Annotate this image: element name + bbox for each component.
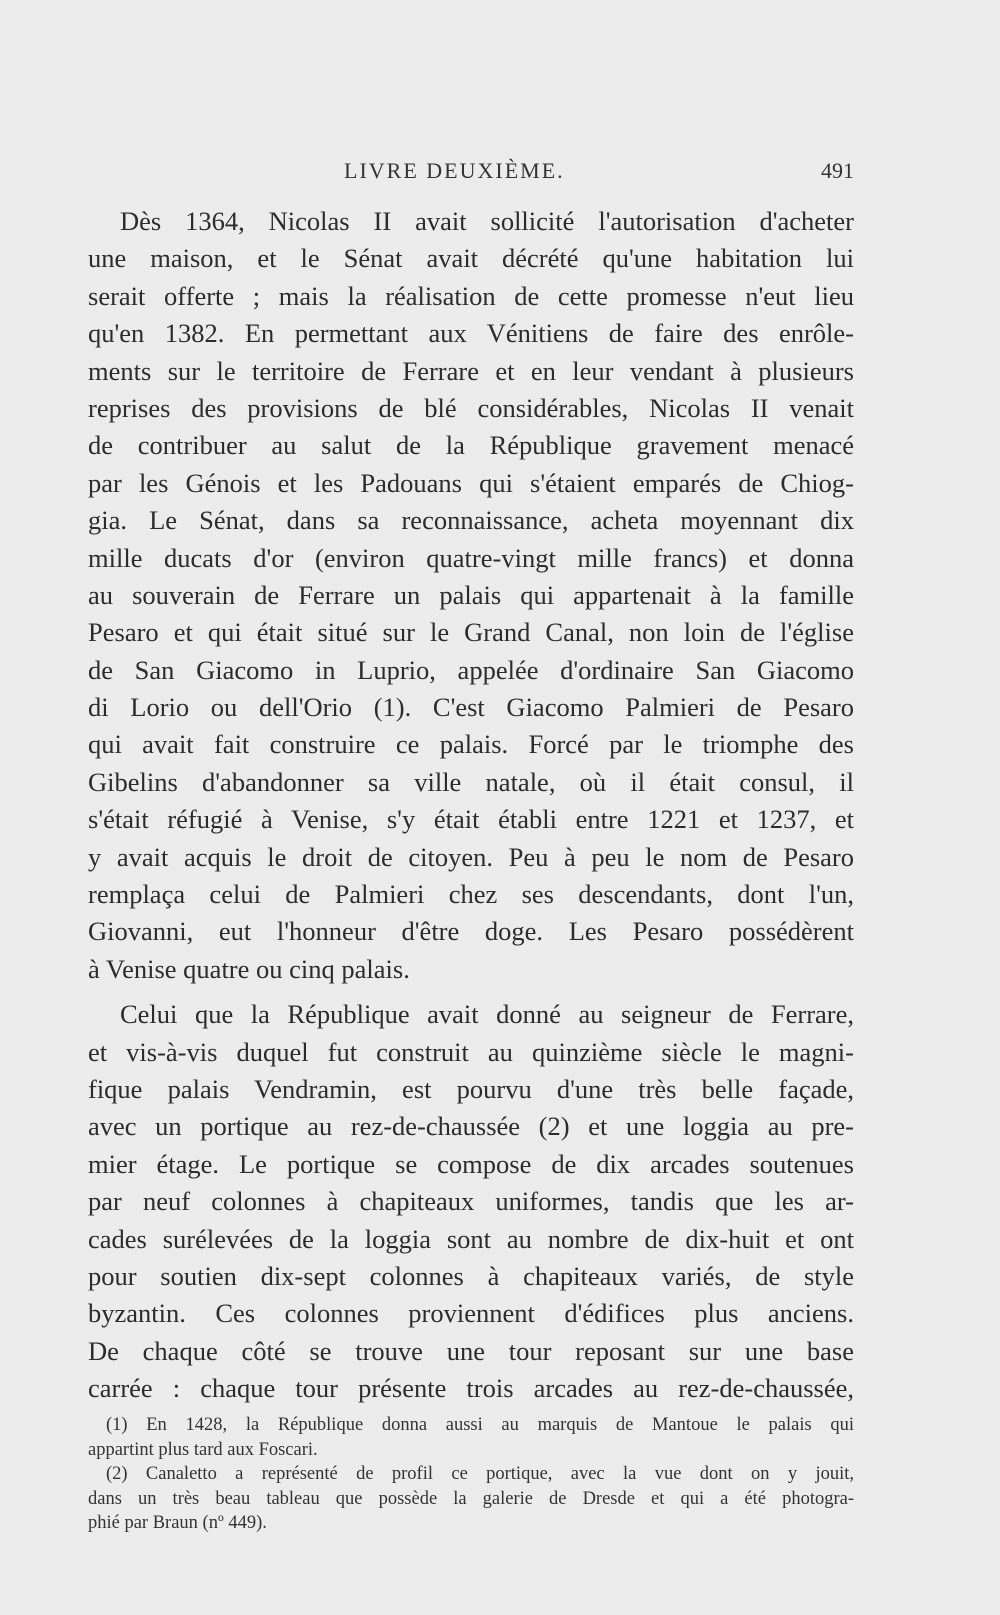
- text-line: s'était réfugié à Venise, s'y était établi entre 1221 et 1237, et: [88, 804, 854, 835]
- page-number: 491: [821, 158, 854, 183]
- text-line: cades surélevées de la loggia sont au nombre de dix-huit et ont: [88, 1223, 854, 1254]
- main-text: [88, 203, 854, 1408]
- text-line: Celui que la République avait donné au seigneur de Ferrare,: [120, 999, 854, 1030]
- text-line: Giovanni, eut l'honneur d'être doge. Les Pesaro possédèrent: [88, 916, 854, 947]
- text-line: de contribuer au salut de la République gravement menacé: [88, 430, 854, 461]
- text-line: qu'en 1382. En permettant aux Vénitiens de faire des enrôle-: [88, 318, 854, 349]
- text-line: pour soutien dix-sept colonnes à chapiteaux variés, de style: [88, 1260, 854, 1291]
- text-line: Pesaro et qui était situé sur le Grand Canal, non loin de l'église: [88, 617, 854, 648]
- text-line: au souverain de Ferrare un palais qui appartenait à la famille: [88, 579, 854, 610]
- text-line: Dès 1364, Nicolas II avait sollicité l'autorisation d'acheter: [120, 206, 854, 236]
- text-line: mier étage. Le portique se compose de dix arcades soutenues: [88, 1148, 854, 1179]
- text-line: Gibelins d'abandonner sa ville natale, où il était consul, il: [88, 766, 854, 797]
- text-line: De chaque côté se trouve une tour reposant sur une base: [88, 1335, 854, 1366]
- text-line: y avait acquis le droit de citoyen. Peu à peu le nom de Pesaro: [88, 841, 854, 872]
- text-line: par les Génois et les Padouans qui s'étaient emparés de Chiog-: [88, 467, 854, 498]
- text-line: et vis-à-vis duquel fut construit au quinzième siècle le magni-: [88, 1036, 854, 1067]
- footnote-line: dans un très beau tableau que possède la galerie de Dresde et qui a été photogra-: [88, 1488, 854, 1509]
- text-line: qui avait fait construire ce palais. Forcé par le triomphe des: [88, 729, 854, 760]
- paragraph-1: [88, 203, 854, 988]
- footnote-line: (2) Canaletto a représenté de profil ce portique, avec la vue dont on y jouit,: [106, 1464, 854, 1484]
- footnote-line: phié par Braun (nº 449).: [88, 1513, 267, 1533]
- text-line: une maison, et le Sénat avait décrété qu'une habitation lui: [88, 243, 854, 274]
- running-head: LIVRE DEUXIÈME.: [344, 158, 565, 183]
- text-line: par neuf colonnes à chapiteaux uniformes, tandis que les ar-: [88, 1186, 854, 1217]
- text-line: ments sur le territoire de Ferrare et en leur vendant à plusieurs: [88, 355, 854, 386]
- text-line: mille ducats d'or (environ quatre-vingt mille francs) et donna: [88, 542, 854, 573]
- text-line: gia. Le Sénat, dans sa reconnaissance, acheta moyennant dix: [88, 505, 854, 536]
- footnotes: [88, 1413, 854, 1536]
- text-line: avec un portique au rez-de-chaussée (2) et une loggia au pre-: [88, 1111, 854, 1142]
- text-line: remplaça celui de Palmieri chez ses descendants, dont l'un,: [88, 879, 854, 910]
- text-line: byzantin. Ces colonnes proviennent d'édifices plus anciens.: [88, 1298, 854, 1329]
- text-line: serait offerte ; mais la réalisation de cette promesse n'eut lieu: [88, 280, 854, 311]
- paragraph-2: [88, 996, 854, 1407]
- text-line: de San Giacomo in Luprio, appelée d'ordinaire San Giacomo: [88, 654, 854, 685]
- text-line: reprises des provisions de blé considérables, Nicolas II venait: [88, 392, 854, 423]
- footnote-2: [88, 1462, 854, 1536]
- text-line: di Lorio ou dell'Orio (1). C'est Giacomo Palmieri de Pesaro: [88, 692, 854, 723]
- footnote-1: [88, 1413, 854, 1462]
- page-header: [88, 158, 854, 188]
- paragraph-gap: [88, 988, 854, 996]
- text-line: fique palais Vendramin, est pourvu d'une très belle façade,: [88, 1073, 854, 1104]
- footnote-line: (1) En 1428, la République donna aussi au marquis de Mantoue le palais qui: [106, 1415, 854, 1435]
- footnote-line: appartint plus tard aux Foscari.: [88, 1439, 318, 1460]
- text-line: carrée : chaque tour présente trois arcades au rez-de-chaussée,: [88, 1373, 854, 1404]
- text-line: à Venise quatre ou cinq palais.: [88, 953, 410, 984]
